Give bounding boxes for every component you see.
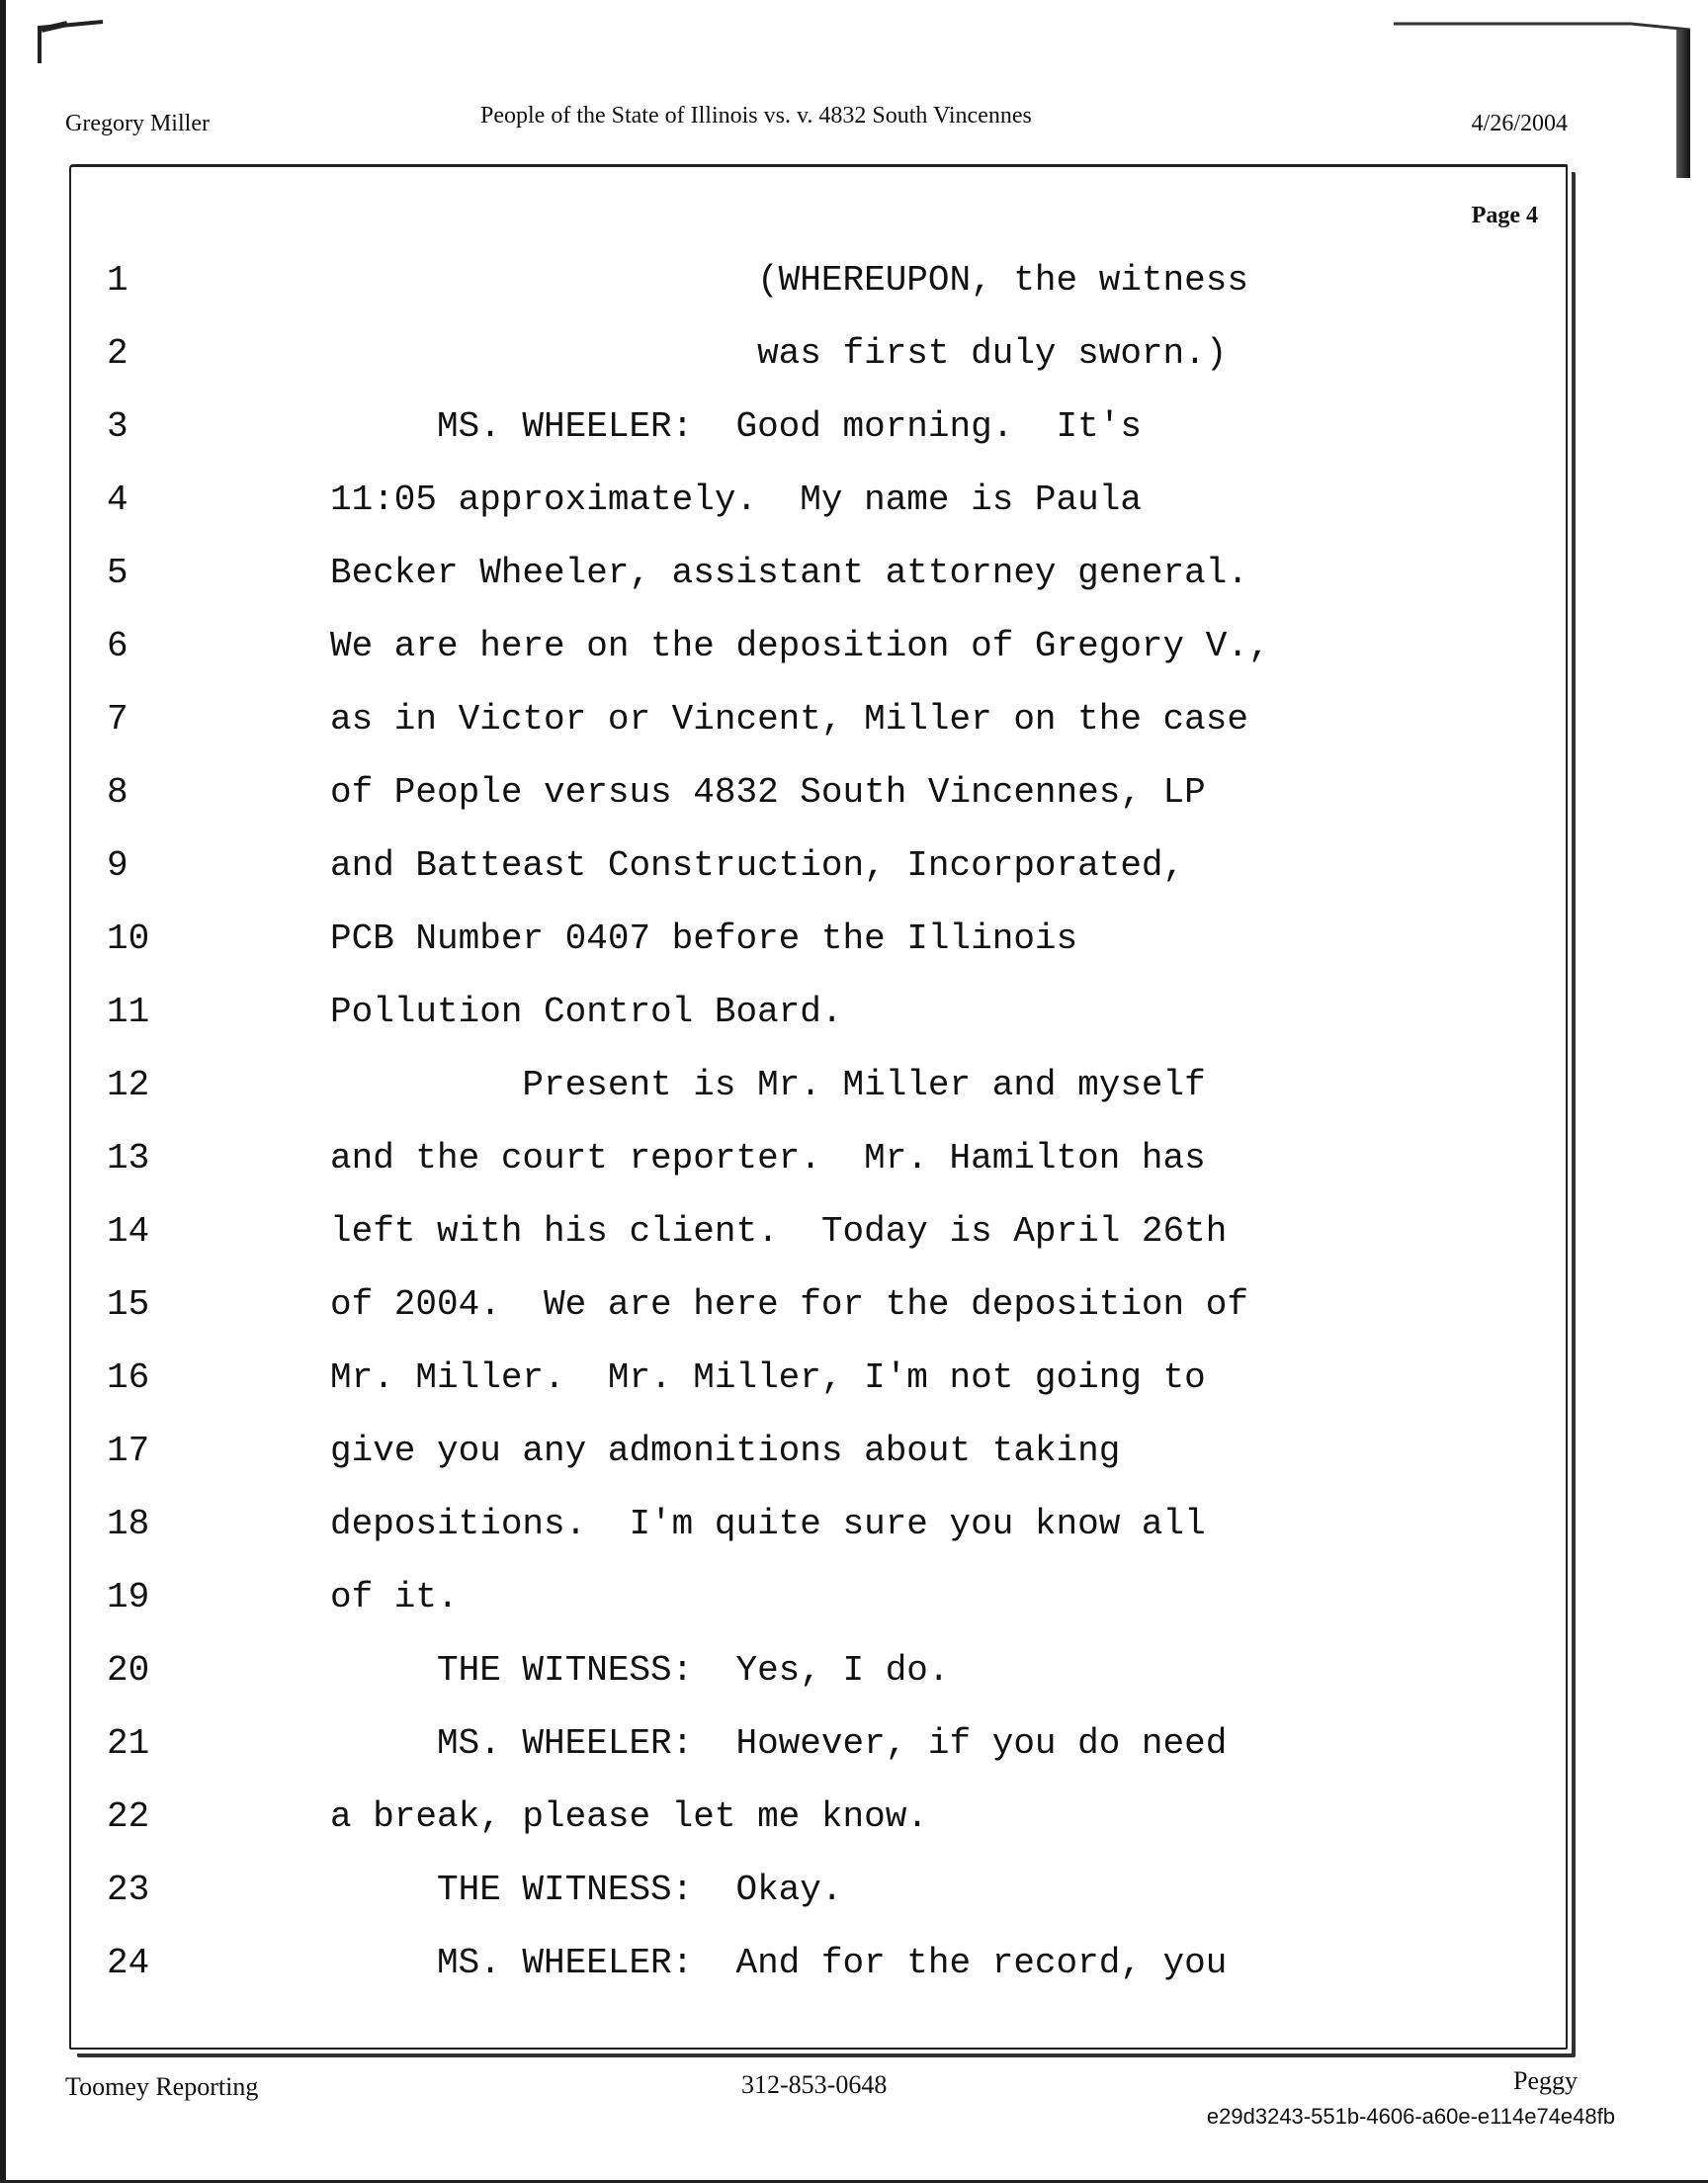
transcript-line: [71, 976, 1566, 1049]
transcript-line: [71, 1927, 1566, 2000]
transcript-line: [71, 830, 1566, 903]
transcript-line: [71, 1268, 1566, 1342]
line-text: a break, please let me know.: [330, 1796, 928, 1837]
line-text: Mr. Miller. Mr. Miller, I'm not going to: [330, 1357, 1206, 1398]
transcript-line: [71, 317, 1566, 391]
transcript-line: [71, 1561, 1566, 1634]
line-text: (WHEREUPON, the witness: [330, 260, 1248, 301]
line-text: Present is Mr. Miller and myself: [330, 1065, 1206, 1105]
line-text: Becker Wheeler, assistant attorney general.: [330, 553, 1248, 593]
transcript-line: [71, 756, 1566, 830]
line-number: 19: [107, 1577, 150, 1617]
page-header: [65, 103, 1568, 142]
line-text: We are here on the deposition of Gregory V.,: [330, 626, 1270, 666]
line-number: 22: [107, 1796, 150, 1837]
transcript-line: [71, 1854, 1566, 1927]
line-text: as in Victor or Vincent, Miller on the case: [330, 699, 1248, 740]
footer-reporting-company: Toomey Reporting: [65, 2072, 259, 2101]
scan-shadow-right: [1676, 30, 1690, 178]
line-number: 16: [107, 1357, 150, 1398]
line-number: 8: [107, 772, 128, 813]
scan-corner-mark: [38, 20, 107, 65]
line-number: 7: [107, 699, 128, 740]
line-text: give you any admonitions about taking: [330, 1431, 1121, 1471]
line-text: and Batteast Construction, Incorporated,: [330, 845, 1185, 886]
line-text: of it.: [330, 1577, 459, 1617]
line-number: 17: [107, 1431, 150, 1471]
line-text: THE WITNESS: Yes, I do.: [330, 1650, 950, 1691]
transcript-line: [71, 464, 1566, 537]
line-text: was first duly sworn.): [330, 333, 1228, 374]
line-text: PCB Number 0407 before the Illinois: [330, 918, 1078, 959]
line-number: 15: [107, 1284, 150, 1325]
line-number: 4: [107, 480, 128, 520]
page-number: Page 4: [1471, 203, 1538, 228]
header-witness-name: Gregory Miller: [65, 111, 210, 136]
line-number: 21: [107, 1723, 150, 1764]
line-number: 12: [107, 1065, 150, 1105]
transcript-line: [71, 244, 1566, 317]
line-number: 9: [107, 845, 128, 886]
transcript-line: [71, 1707, 1566, 1781]
transcript-lines: [71, 244, 1566, 2000]
transcript-line: [71, 537, 1566, 610]
transcript-line: [71, 1342, 1566, 1415]
line-text: and the court reporter. Mr. Hamilton has: [330, 1138, 1206, 1179]
transcript-frame: [69, 164, 1568, 2050]
line-text: of People versus 4832 South Vincennes, LP: [330, 772, 1206, 813]
transcript-line: [71, 1781, 1566, 1854]
line-number: 18: [107, 1504, 150, 1544]
transcript-line: [71, 1488, 1566, 1561]
transcript-line: [71, 1049, 1566, 1122]
header-case-title: People of the State of Illinois vs. v. 4832 South Vincennes: [480, 103, 1032, 129]
line-number: 20: [107, 1650, 150, 1691]
line-number: 10: [107, 918, 150, 959]
line-text: MS. WHEELER: Good morning. It's: [330, 406, 1142, 447]
line-text: Pollution Control Board.: [330, 992, 843, 1032]
transcript-line: [71, 683, 1566, 756]
line-text: THE WITNESS: Okay.: [330, 1870, 843, 1910]
transcript-line: [71, 391, 1566, 464]
footer-reporter-name: Peggy: [1513, 2066, 1578, 2095]
line-number: 5: [107, 553, 128, 593]
footer-phone: 312-853-0648: [741, 2070, 888, 2099]
scan-corner-mark-right: [1394, 20, 1690, 32]
transcript-line: [71, 1415, 1566, 1488]
line-number: 23: [107, 1870, 150, 1910]
transcript-line: [71, 1634, 1566, 1707]
line-number: 1: [107, 260, 128, 301]
line-text: of 2004. We are here for the deposition of: [330, 1284, 1248, 1325]
scan-edge-left: [0, 0, 6, 2183]
line-number: 11: [107, 992, 150, 1032]
transcript-line: [71, 903, 1566, 976]
transcript-line: [71, 1122, 1566, 1195]
line-text: left with his client. Today is April 26th: [330, 1211, 1228, 1252]
header-date: 4/26/2004: [1471, 111, 1568, 136]
line-text: MS. WHEELER: And for the record, you: [330, 1943, 1228, 1983]
line-number: 3: [107, 406, 128, 447]
line-number: 13: [107, 1138, 150, 1179]
transcript-line: [71, 610, 1566, 683]
line-text: MS. WHEELER: However, if you do need: [330, 1723, 1228, 1764]
line-number: 14: [107, 1211, 150, 1252]
line-text: 11:05 approximately. My name is Paula: [330, 480, 1142, 520]
line-number: 6: [107, 626, 128, 666]
line-text: depositions. I'm quite sure you know all: [330, 1504, 1206, 1544]
transcript-line: [71, 1195, 1566, 1268]
line-number: 2: [107, 333, 128, 374]
line-number: 24: [107, 1943, 150, 1983]
document-id: e29d3243-551b-4606-a60e-e114e74e48fb: [1206, 2104, 1615, 2129]
